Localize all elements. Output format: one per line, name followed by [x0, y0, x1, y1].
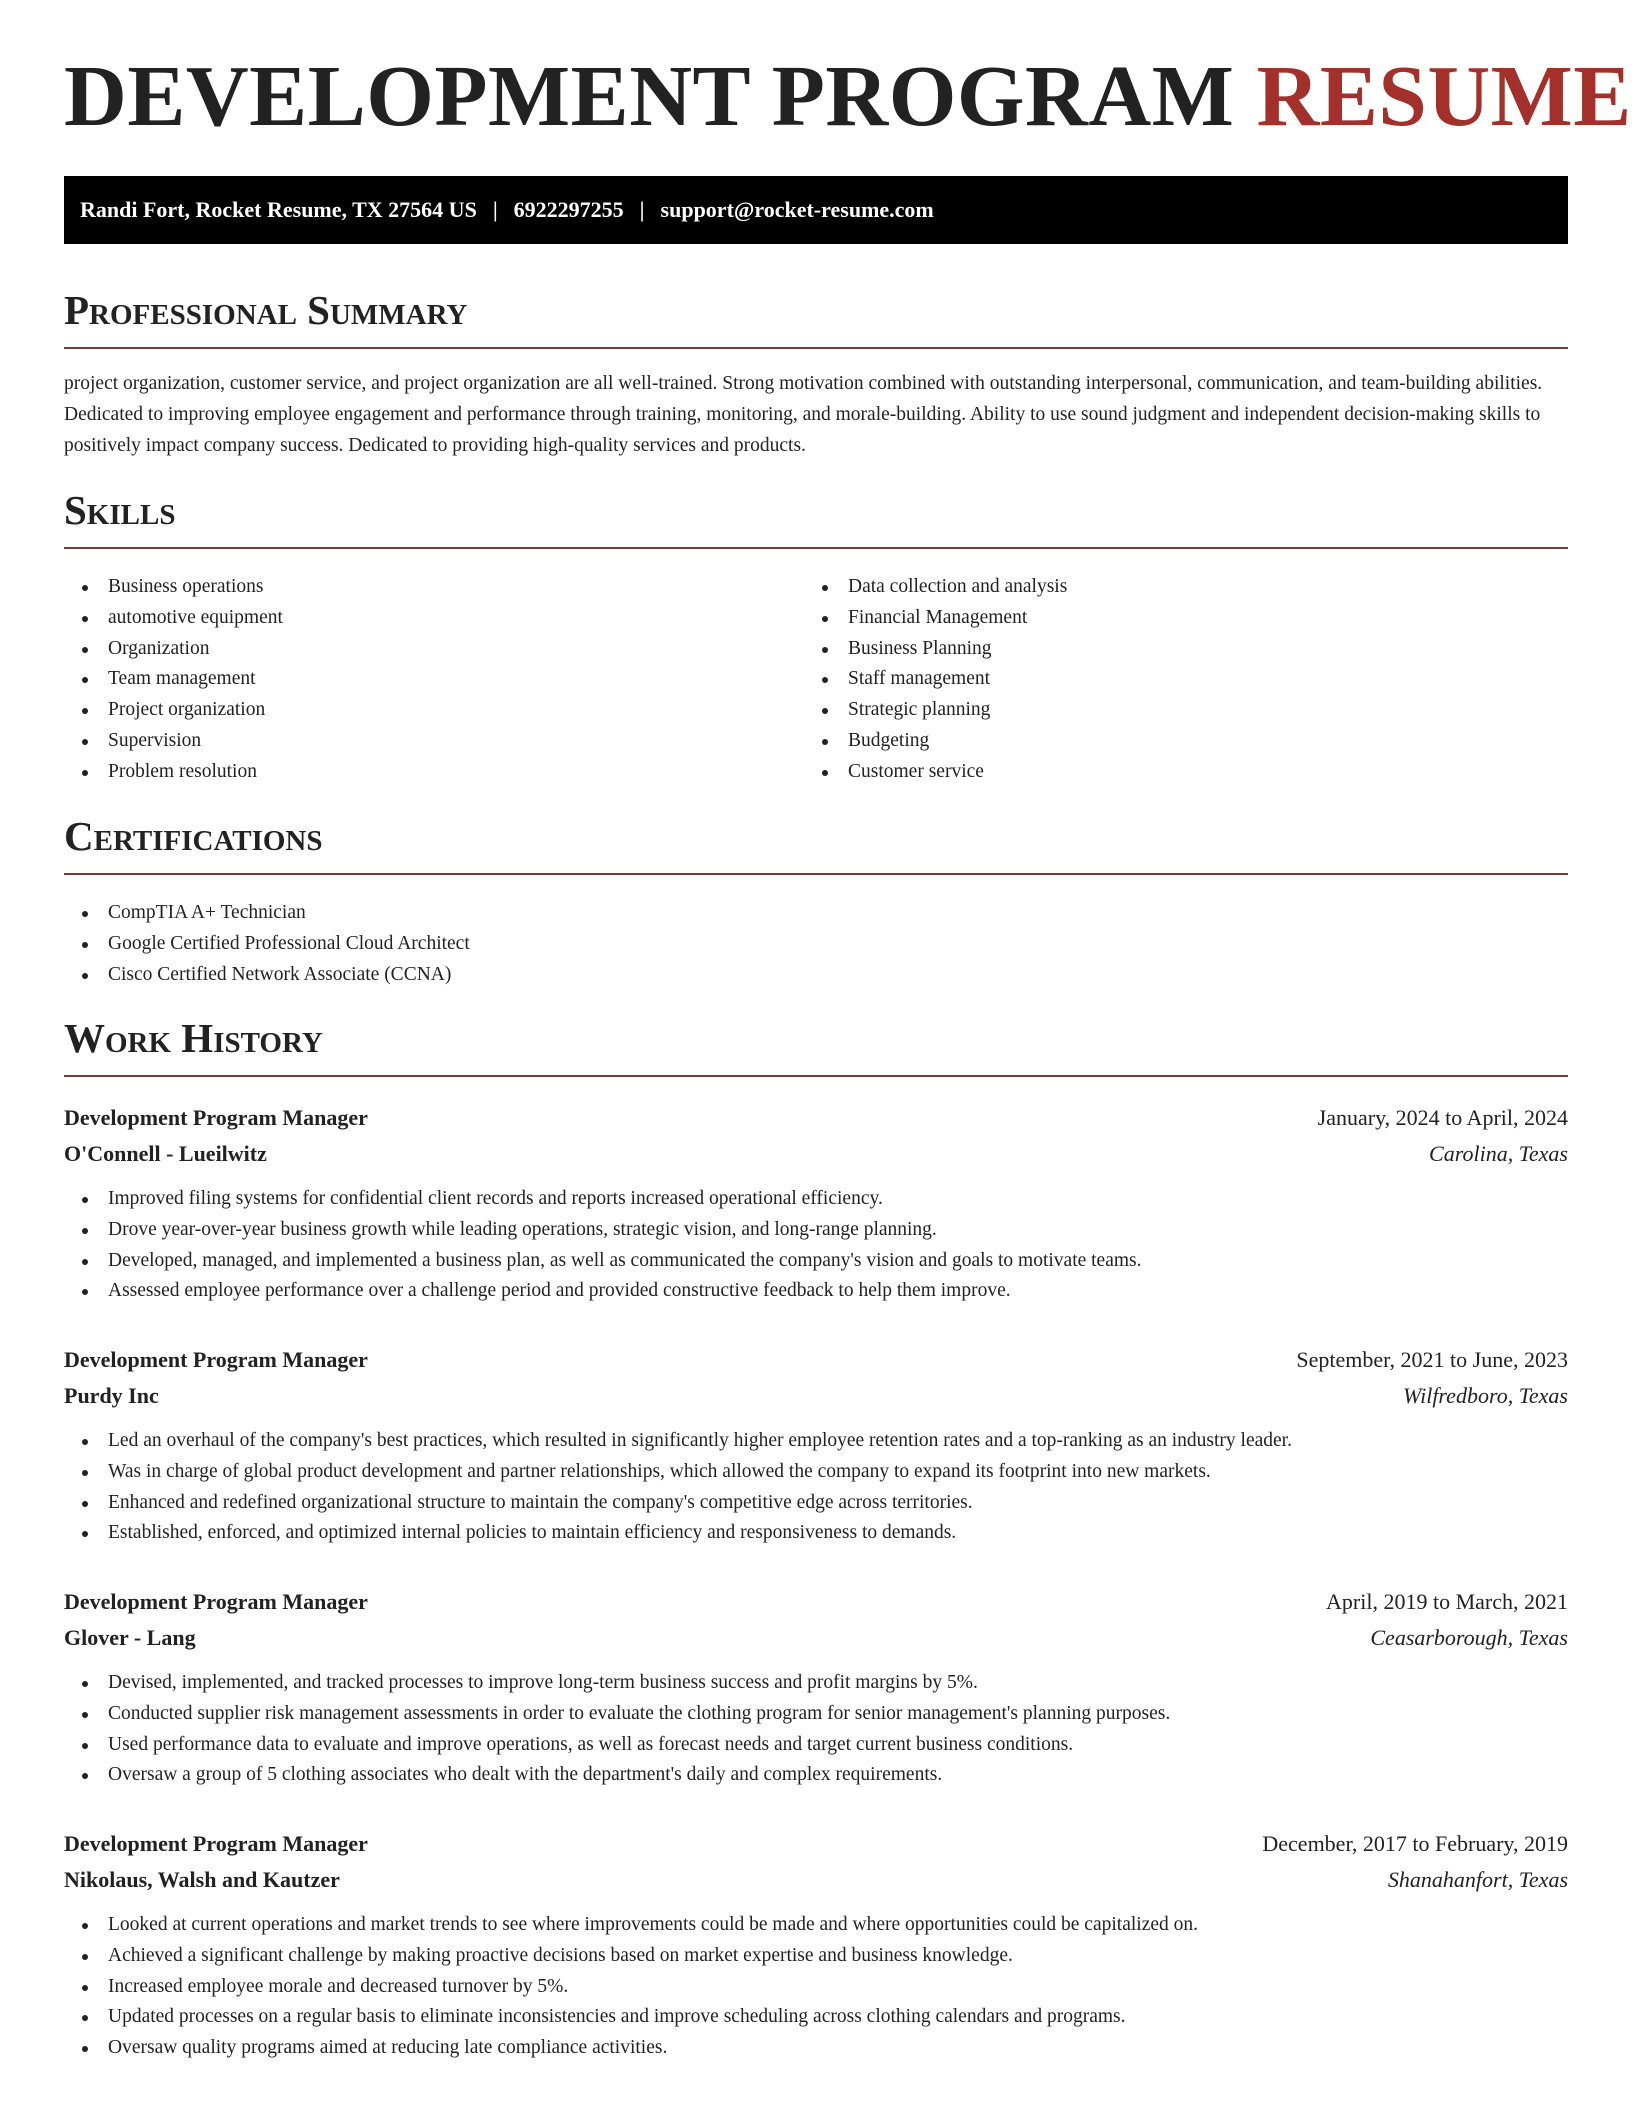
skill-item: Organization [64, 634, 804, 665]
certification-item: CompTIA A+ Technician [64, 898, 1568, 929]
job-location: Wilfredboro, Texas [1402, 1383, 1568, 1408]
title-main: DEVELOPMENT PROGRAM [64, 47, 1235, 144]
job-dates: April, 2019 to March, 2021 [1326, 1589, 1568, 1614]
contact-separator: | [639, 197, 645, 222]
skills-list-left [64, 572, 804, 788]
job-bullet: Achieved a significant challenge by making proactive decisions based on market expertise and business knowledge. [64, 1941, 1568, 1972]
job-company: Nikolaus, Walsh and Kautzer [64, 1867, 340, 1892]
job-company: Glover - Lang [64, 1625, 196, 1650]
skills-heading: Skills [64, 487, 176, 533]
job-bullets [64, 1668, 1568, 1791]
job-bullets [64, 1426, 1568, 1549]
job-title: Development Program Manager [64, 1589, 368, 1614]
skill-item: Business Planning [804, 634, 1568, 665]
title-accent: RESUME [1256, 47, 1632, 144]
job-bullet: Was in charge of global product development and partner relationships, which allowed the company to expand its footprint into new markets. [64, 1457, 1568, 1488]
job-bullet: Led an overhaul of the company's best practices, which resulted in significantly higher employee retention rates and a top-ranking as an industry leader. [64, 1426, 1568, 1457]
job-entry [64, 1584, 1568, 1791]
job-bullet: Conducted supplier risk management assessments in order to evaluate the clothing program for senior management's planning purposes. [64, 1699, 1568, 1730]
job-bullet: Established, enforced, and optimized internal policies to maintain efficiency and responsiveness to demands. [64, 1518, 1568, 1549]
job-bullet: Improved filing systems for confidential client records and reports increased operational efficiency. [64, 1184, 1568, 1215]
skill-item: Data collection and analysis [804, 572, 1568, 603]
job-bullet: Increased employee morale and decreased turnover by 5%. [64, 1972, 1568, 2003]
job-dates: January, 2024 to April, 2024 [1317, 1105, 1568, 1130]
job-company: O'Connell - Lueilwitz [64, 1141, 267, 1166]
contact-email[interactable]: support@rocket-resume.com [660, 197, 934, 222]
work-history-heading: Work History [64, 1015, 323, 1061]
summary-section-header [64, 287, 1568, 349]
skill-item: Project organization [64, 695, 804, 726]
work-history-section-header [64, 1015, 1568, 1077]
job-entry [64, 1826, 1568, 2064]
skills-list-right [804, 572, 1568, 788]
summary-heading: Professional Summary [64, 287, 468, 333]
job-bullet: Used performance data to evaluate and improve operations, as well as forecast needs and target current business conditions. [64, 1730, 1568, 1761]
job-bullet: Updated processes on a regular basis to eliminate inconsistencies and improve scheduling across clothing calendars and programs. [64, 2002, 1568, 2033]
job-location: Ceasarborough, Texas [1370, 1625, 1568, 1650]
skill-item: Supervision [64, 726, 804, 757]
contact-phone[interactable]: 6922297255 [513, 197, 624, 222]
job-bullet: Devised, implemented, and tracked processes to improve long-term business success and profit margins by 5%. [64, 1668, 1568, 1699]
job-bullet: Oversaw quality programs aimed at reducing late compliance activities. [64, 2033, 1568, 2064]
job-bullet: Developed, managed, and implemented a business plan, as well as communicated the company's vision and goals to motivate teams. [64, 1246, 1568, 1277]
job-bullet: Looked at current operations and market trends to see where improvements could be made and where opportunities could be capitalized on. [64, 1910, 1568, 1941]
skill-item: Financial Management [804, 603, 1568, 634]
job-bullet: Drove year-over-year business growth while leading operations, strategic vision, and long-range planning. [64, 1215, 1568, 1246]
job-bullet: Assessed employee performance over a challenge period and provided constructive feedback to help them improve. [64, 1276, 1568, 1307]
contact-bar [64, 176, 1568, 244]
job-location: Shanahanfort, Texas [1387, 1867, 1568, 1892]
certifications-heading: Certifications [64, 813, 323, 859]
skill-item: Problem resolution [64, 757, 804, 788]
contact-separator: | [492, 197, 498, 222]
certifications-list [64, 898, 1568, 990]
skills-section-header [64, 487, 1568, 549]
skill-item: automotive equipment [64, 603, 804, 634]
skill-item: Staff management [804, 664, 1568, 695]
certification-item: Google Certified Professional Cloud Architect [64, 929, 1568, 960]
summary-text: project organization, customer service, and project organization are all well-trained. Strong motivation combined with outstanding interpersonal, communication, and team-building abilities. Dedicated to improving employee engagement and performance through training, monitoring, and morale-building. Ability to use sound judgment and independent decision-making skills to positively impact company success. Dedicated to providing high-quality services and products. [64, 373, 1543, 456]
skill-item: Customer service [804, 757, 1568, 788]
skill-item: Budgeting [804, 726, 1568, 757]
certifications-section-header [64, 813, 1568, 875]
contact-address: Randi Fort, Rocket Resume, TX 27564 US [80, 197, 477, 222]
resume-title [64, 47, 1632, 144]
job-bullet: Oversaw a group of 5 clothing associates who dealt with the department's daily and complex requirements. [64, 1760, 1568, 1791]
job-dates: September, 2021 to June, 2023 [1296, 1347, 1568, 1372]
job-location: Carolina, Texas [1429, 1141, 1568, 1166]
job-title: Development Program Manager [64, 1105, 368, 1130]
job-bullets [64, 1910, 1568, 2064]
job-title: Development Program Manager [64, 1831, 368, 1856]
job-entry [64, 1342, 1568, 1549]
certification-item: Cisco Certified Network Associate (CCNA) [64, 960, 1568, 991]
job-dates: December, 2017 to February, 2019 [1262, 1831, 1568, 1856]
job-bullets [64, 1184, 1568, 1307]
skill-item: Team management [64, 664, 804, 695]
job-title: Development Program Manager [64, 1347, 368, 1372]
skill-item: Strategic planning [804, 695, 1568, 726]
job-bullet: Enhanced and redefined organizational structure to maintain the company's competitive edge across territories. [64, 1488, 1568, 1519]
job-company: Purdy Inc [64, 1383, 159, 1408]
skill-item: Business operations [64, 572, 804, 603]
job-entry [64, 1100, 1568, 1307]
